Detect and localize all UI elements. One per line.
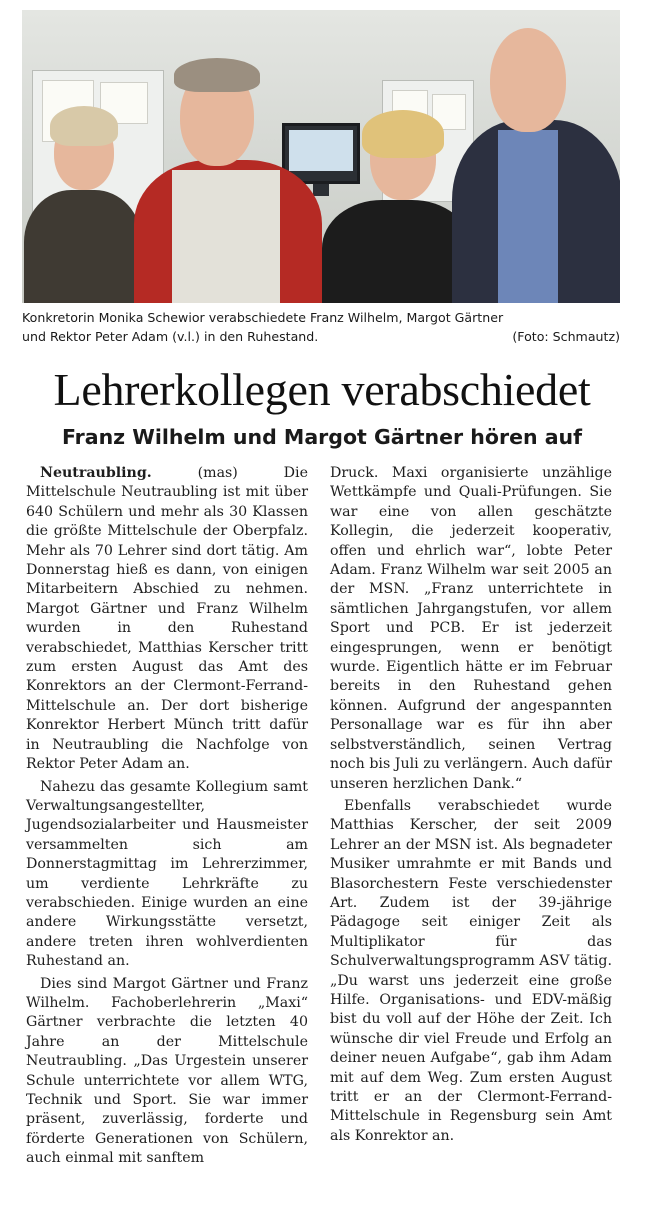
article-column-right bbox=[330, 464, 612, 1149]
article-photo bbox=[22, 10, 620, 303]
article-column-left bbox=[26, 464, 308, 1172]
paragraph-text: (mas) Die Mittelschule Neutraubling ist mit über 640 Schülern und mehr als 30 Klassen die größte Mittelschule der Oberpfalz. Mehr als 70 Lehrer sind dort tätig. Am Donnerstag hieß es dann, von einigen Mitarbeitern Abschied zu nehmen. Margot Gärtner und Franz Wilhelm wurden in den Ruhestand verabschiedet, Matthias Kerscher tritt zum ersten August das Amt des Konrektors an der Clermont-Ferrand-Mittelschule an. Der dort bisherige Konrektor Herbert Münch tritt dafür in Neutraubling die Nachfolge von Rektor Peter Adam an. bbox=[26, 465, 308, 773]
photo-caption bbox=[22, 308, 620, 346]
paragraph: Nahezu das gesamte Kollegium samt Verwaltungsangestellter, Jugendsozialarbeiter und Hausmeister versammelten sich am Donnerstagmittag im Lehrerzimmer, um verdiente Lehrkräfte zu verabschieden. Einige wurden an eine andere Wirkungsstätte versetzt, andere treten ihren wohlverdienten Ruhestand an. bbox=[26, 778, 308, 970]
subheadline: Franz Wilhelm und Margot Gärtner hören auf bbox=[61, 425, 583, 449]
paragraph: Druck. Maxi organisierte unzählige Wettkämpfe und Quali-Prüfungen. Sie war eine von allen geschätzte Kollegin, die jederzeit kooperativ, offen und ehrlich war“, lobte Peter Adam. Franz Wilhelm war seit 2005 an der MSN. „Franz unterrichtete in sämtlichen Jahrgangstufen, vor allem Sport und PCB. Er ist jederzeit eingesprungen, wenn er benötigt wurde. Eigentlich hätte er im Februar bereits in den Ruhestand gehen können. Aufgrund der angespannten Personallage war es für ihn aber selbstverständlich, seinen Vertrag noch bis Juli zu verlängern. Auch dafür unseren herzlichen Dank.“ bbox=[330, 465, 612, 792]
caption-line-1: Konkretorin Monika Schewior verabschiedete Franz Wilhelm, Margot Gärtner bbox=[22, 310, 504, 325]
dateline: Neutraubling. bbox=[40, 465, 152, 481]
paragraph: Dies sind Margot Gärtner und Franz Wilhelm. Fachoberlehrerin „Maxi“ Gärtner verbrachte die letzten 40 Jahre an der Mittelschule Neutraubling. „Das Urgestein unserer Schule unterrichtete vor allem WTG, Technik und Sport. Sie war immer präsent, zuverlässig, forderte und förderte Generationen von Schülern, auch einmal mit sanftem bbox=[26, 975, 308, 1167]
paragraph: Ebenfalls verabschiedet wurde Matthias Kerscher, der seit 2009 Lehrer an der MSN ist. Als begnadeter Musiker umrahmte er mit Bands und Blasorchestern Feste verschiedenster Art. Zudem ist der 39-jährige Pädagoge seit einiger Zeit als Multiplikator für das Schulverwaltungsprogramm ASV tätig. „Du warst uns jederzeit eine große Hilfe. Organisations- und EDV-mäßig bist du voll auf der Höhe der Zeit. Ich wünsche dir viel Freude und Erfolg an deiner neuen Aufgabe“, gab ihm Adam mit auf dem Weg. Zum ersten August tritt er an der Clermont-Ferrand-Mittelschule in Regensburg sein Amt als Konrektor an. bbox=[330, 797, 613, 1144]
headline: Lehrerkollegen verabschiedet bbox=[53, 364, 591, 415]
photo-credit: (Foto: Schmautz) bbox=[512, 329, 620, 344]
paragraph bbox=[26, 464, 308, 775]
caption-line-2: und Rektor Peter Adam (v.l.) in den Ruhestand. bbox=[22, 329, 319, 344]
